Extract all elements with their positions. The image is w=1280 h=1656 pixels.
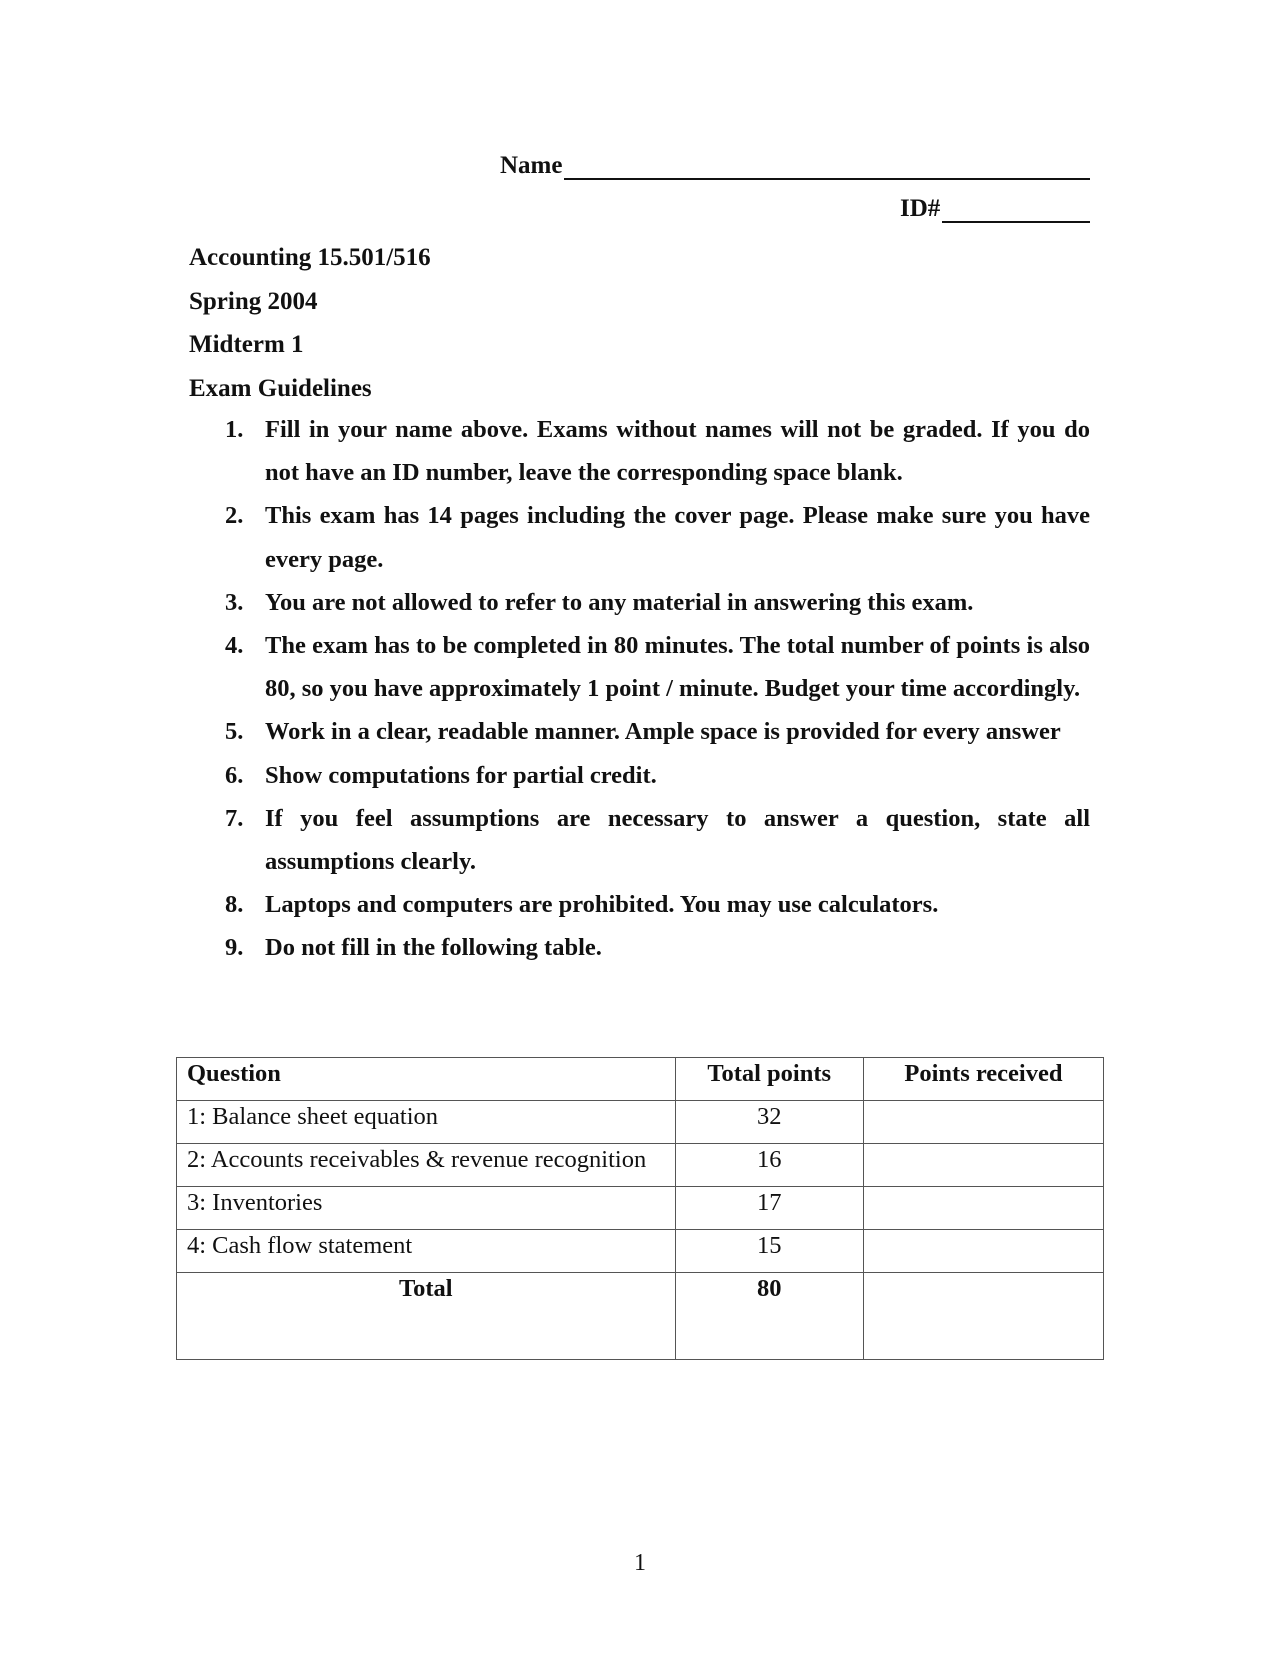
question-cell: 2: Accounts receivables & revenue recognition [177,1144,676,1187]
list-item: 1. Fill in your name above. Exams without names will not be graded. If you do not have an ID number, leave the corresponding space blank. [225,416,1090,487]
points-cell: 15 [675,1230,863,1273]
table-row [177,1144,1104,1187]
list-item: 4. The exam has to be completed in 80 minutes. The total number of points is also 80, so you have approximately 1 point / minute. Budget your time accordingly. [225,632,1090,703]
id-field[interactable] [900,193,1090,223]
table-header-row [177,1058,1104,1101]
points-cell: 16 [675,1144,863,1187]
term: Spring 2004 [189,287,318,315]
list-item: 2. This exam has 14 pages including the cover page. Please make sure you have every page. [225,502,1090,573]
id-label: ID# [900,195,941,222]
table-row [177,1230,1104,1273]
page-number: 1 [634,1550,646,1576]
score-table [176,1057,1104,1360]
name-blank[interactable] [564,150,1090,180]
total-received [863,1273,1103,1360]
exam-header [189,236,431,410]
list-item: 7. If you feel assumptions are necessary to answer a question, state all assumptions clearly. [225,804,1090,876]
total-row [177,1273,1104,1360]
name-label: Name [500,152,563,179]
exam-name: Midterm 1 [189,331,304,358]
column-header-points-received: Points received [863,1058,1103,1101]
received-cell [863,1101,1103,1144]
received-cell [863,1230,1103,1273]
column-header-question: Question [177,1058,676,1101]
column-header-total-points: Total points [675,1058,863,1101]
guidelines-title: Exam Guidelines [189,374,372,402]
list-item: 8. Laptops and computers are prohibited. You may use calculators. [225,891,939,919]
name-field[interactable] [500,150,1090,180]
list-item: 9. Do not fill in the following table. [225,934,602,962]
id-blank[interactable] [942,193,1090,223]
course-title: Accounting 15.501/516 [189,244,431,271]
total-points: 80 [675,1273,863,1360]
table-row [177,1101,1104,1144]
guidelines-list [225,408,1090,970]
question-cell: 4: Cash flow statement [177,1230,676,1273]
received-cell [863,1144,1103,1187]
points-cell: 32 [675,1101,863,1144]
question-cell: 1: Balance sheet equation [177,1101,676,1144]
points-cell: 17 [675,1187,863,1230]
table-row [177,1187,1104,1230]
received-cell [863,1187,1103,1230]
list-item: 5. Work in a clear, readable manner. Ample space is provided for every answer [225,718,1061,746]
list-item: 6. Show computations for partial credit. [225,761,657,789]
question-cell: 3: Inventories [177,1187,676,1230]
total-label: Total [177,1273,676,1360]
list-item: 3. You are not allowed to refer to any material in answering this exam. [225,588,974,616]
